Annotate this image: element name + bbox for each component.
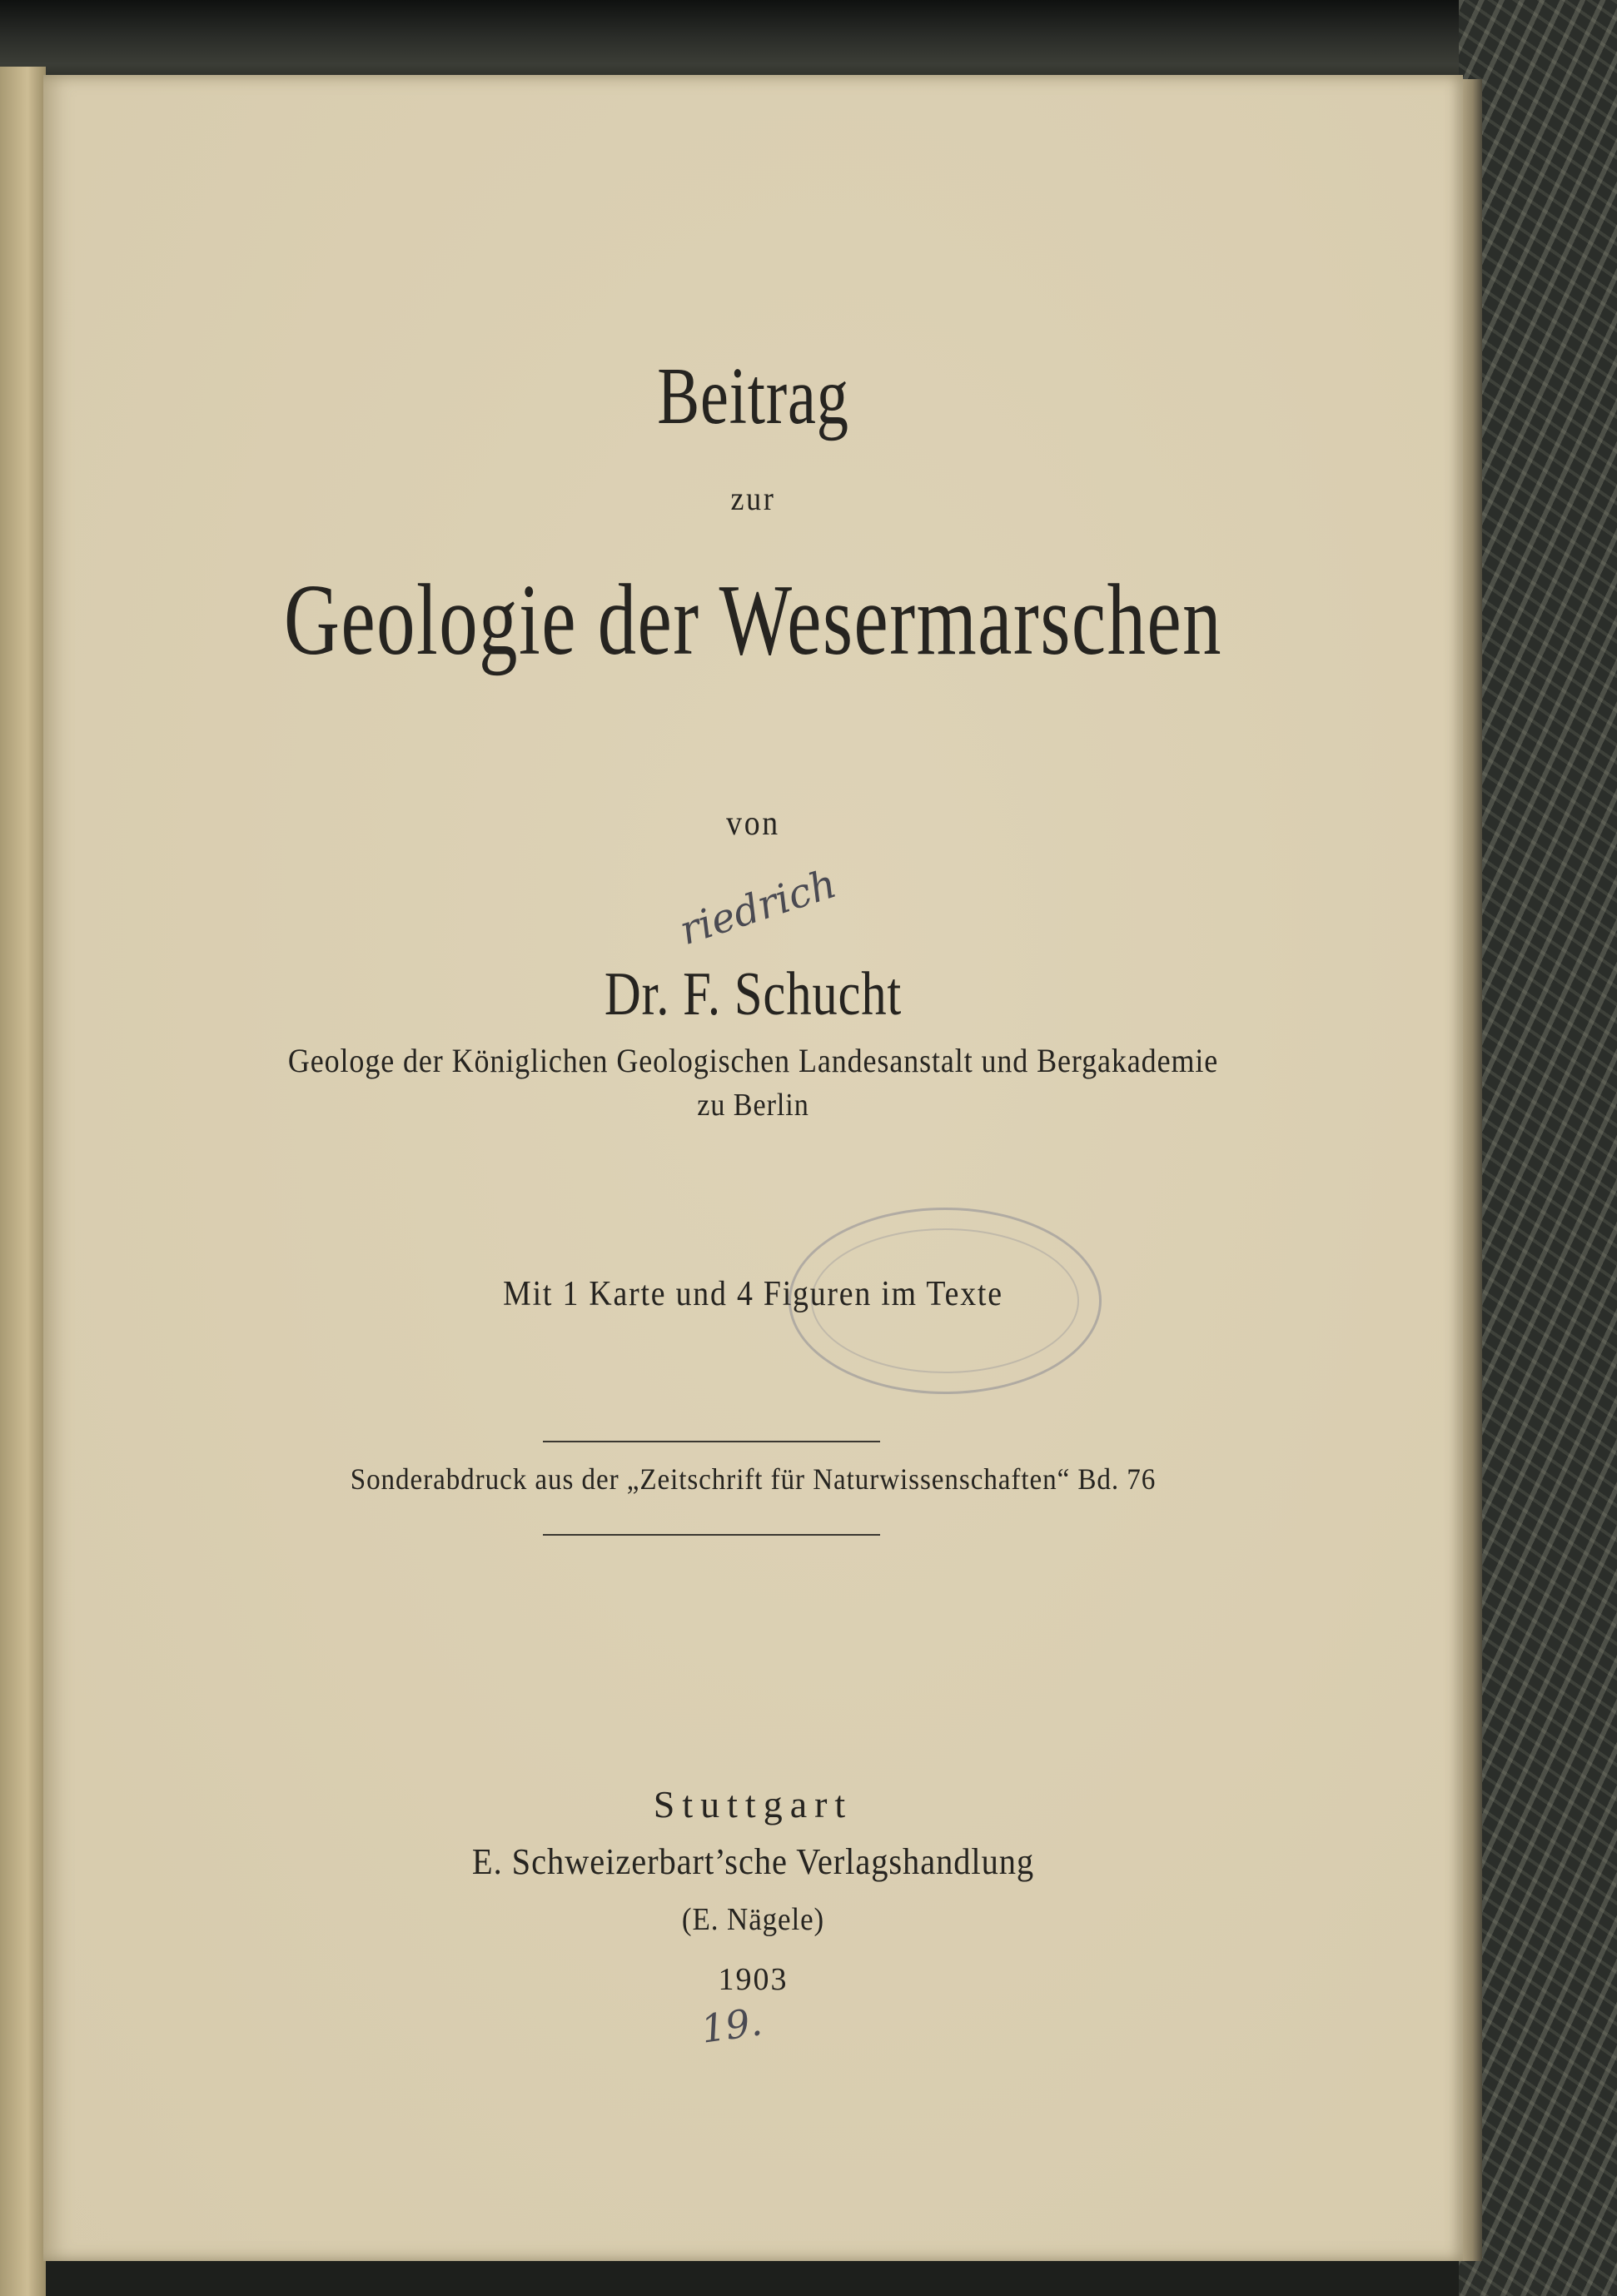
affiliation-city: zu Berlin (697, 1088, 809, 1123)
publication-year: 1903 (718, 1962, 789, 1997)
publication-place: Stuttgart (653, 1783, 853, 1825)
author-name: Dr. F. Schucht (604, 960, 903, 1028)
publisher-name: E. Schweizerbart’sche Verlagshandlung (471, 1841, 1035, 1882)
title-word: Beitrag (657, 351, 849, 441)
by-line: von (726, 804, 780, 843)
title-connector: zur (730, 480, 776, 517)
main-title: Geologie der Wesermarschen (283, 564, 1223, 676)
left-page-edge (0, 67, 46, 2296)
offprint-note: Sonderabdruck aus der „Zeitschrift für Naturwissenschaften“ Bd. 76 (350, 1462, 1157, 1496)
divider-bottom (543, 1534, 880, 1536)
title-page (43, 75, 1463, 2261)
author-affiliation: Geologe der Königlichen Geologischen Landesanstalt und Bergakademie (287, 1042, 1219, 1079)
handwritten-number: 19. (698, 1999, 765, 2052)
publisher-imprint: (E. Nägele) (681, 1902, 825, 1937)
divider-top (543, 1441, 880, 1442)
illustrations-note: Mit 1 Karte und 4 Figuren im Texte (503, 1275, 1003, 1313)
handwritten-name-annotation: riedrich (674, 859, 843, 954)
marbled-cover (1459, 0, 1617, 2296)
